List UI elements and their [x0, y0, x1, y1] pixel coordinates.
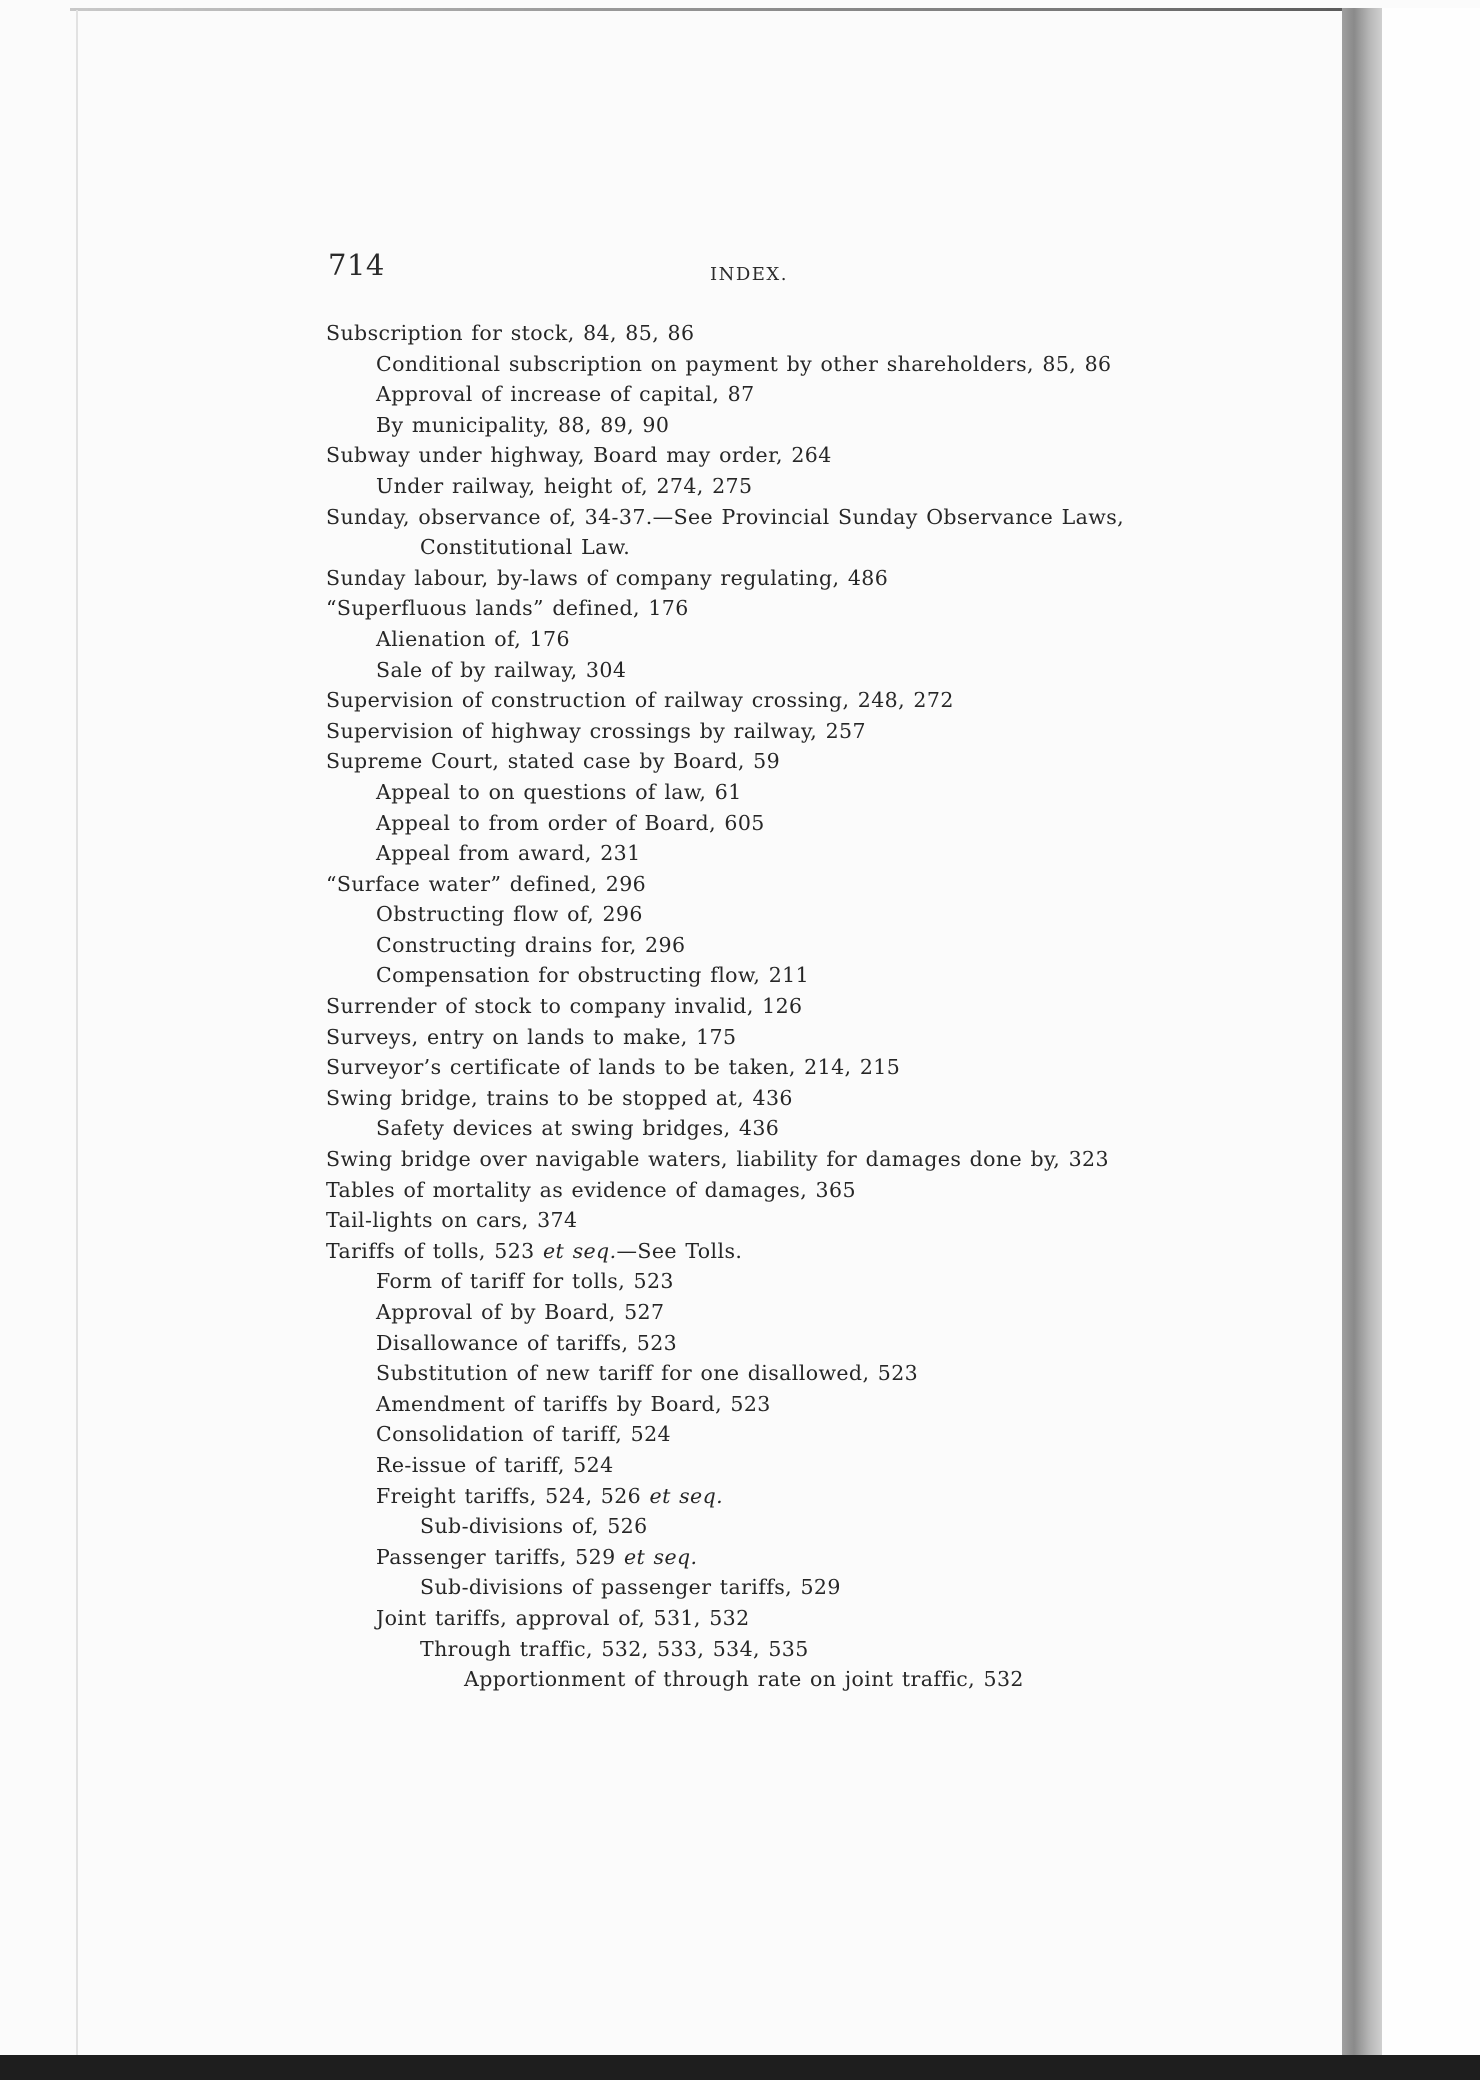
- index-entry: Disallowance of tariffs, 523: [376, 1330, 678, 1355]
- index-entry: Sale of by railway, 304: [376, 657, 627, 682]
- index-entry: Form of tariff for tolls, 523: [376, 1269, 674, 1294]
- index-entry: Under railway, height of, 274, 275: [376, 473, 753, 498]
- index-entry: Supreme Court, stated case by Board, 59: [326, 749, 781, 774]
- index-entry: Freight tariffs, 524, 526 et seq.: [376, 1483, 724, 1508]
- index-entry: Sunday labour, by-laws of company regulating, 486: [326, 565, 889, 590]
- index-entry: Alienation of, 176: [376, 626, 570, 651]
- scan-bottom-border: [0, 2055, 1480, 2080]
- index-entry: Surveyor’s certificate of lands to be taken, 214, 215: [326, 1055, 901, 1080]
- index-entry: Substitution of new tariff for one disallowed, 523: [376, 1361, 919, 1386]
- index-entry: Surrender of stock to company invalid, 126: [326, 994, 803, 1019]
- index-entry: Constructing drains for, 296: [376, 932, 686, 957]
- index-entry: Supervision of construction of railway crossing, 248, 272: [326, 688, 954, 713]
- page-header: [328, 248, 1208, 288]
- index-entry: Re-issue of tariff, 524: [376, 1452, 614, 1477]
- index-entry: By municipality, 88, 89, 90: [376, 412, 670, 437]
- index-entry: Apportionment of through rate on joint traffic, 532: [464, 1667, 1024, 1692]
- running-head: INDEX.: [710, 264, 788, 285]
- index-entry: Compensation for obstructing flow, 211: [376, 963, 810, 988]
- facing-page-edge: [1382, 8, 1480, 2068]
- index-entry: Sub-divisions of passenger tariffs, 529: [420, 1575, 841, 1600]
- index-entry: Consolidation of tariff, 524: [376, 1422, 671, 1447]
- index-entry: Tables of mortality as evidence of damages, 365: [326, 1177, 856, 1202]
- index-entry: Joint tariffs, approval of, 531, 532: [376, 1605, 750, 1630]
- index-entry: Subscription for stock, 84, 85, 86: [326, 321, 695, 345]
- index-entry: Appeal to from order of Board, 605: [376, 810, 765, 835]
- index-entry: Passenger tariffs, 529 et seq.: [376, 1544, 698, 1569]
- index-entry: “Superfluous lands” defined, 176: [326, 596, 689, 621]
- index-entry: Sunday, observance of, 34-37.—See Provincial Sunday Observance Laws,: [326, 504, 1125, 529]
- book-gutter-shadow: [1342, 8, 1382, 2063]
- index-entry: Swing bridge over navigable waters, liability for damages done by, 323: [326, 1147, 1109, 1172]
- index-entry: Approval of by Board, 527: [376, 1300, 665, 1324]
- index-entry: Amendment of tariffs by Board, 523: [376, 1391, 771, 1416]
- index-entry: Obstructing flow of, 296: [376, 902, 643, 927]
- index-entry: Tariffs of tolls, 523 et seq.—See Tolls.: [326, 1238, 743, 1263]
- page-top-edge: [70, 8, 1350, 11]
- index-entry: Appeal from award, 231: [376, 841, 641, 866]
- index-entry: Tail-lights on cars, 374: [326, 1208, 578, 1233]
- index-entry: Approval of increase of capital, 87: [376, 382, 755, 407]
- index-entry-continuation: Constitutional Law.: [420, 535, 631, 560]
- index-entry: “Surface water” defined, 296: [326, 871, 647, 896]
- index-entry: Conditional subscription on payment by other shareholders, 85, 86: [376, 351, 1112, 376]
- index-entry: Supervision of highway crossings by railway, 257: [326, 718, 866, 743]
- index-entries: [326, 318, 1226, 1695]
- index-entry: Subway under highway, Board may order, 264: [326, 443, 832, 468]
- index-entry: Through traffic, 532, 533, 534, 535: [420, 1636, 809, 1661]
- index-entry: Appeal to on questions of law, 61: [376, 779, 742, 804]
- index-entry: Sub-divisions of, 526: [420, 1514, 648, 1539]
- index-entry: Surveys, entry on lands to make, 175: [326, 1024, 737, 1049]
- page-left-edge: [76, 10, 78, 2060]
- index-entry: Safety devices at swing bridges, 436: [376, 1116, 780, 1141]
- index-entry: Swing bridge, trains to be stopped at, 436: [326, 1085, 793, 1110]
- page-number: 714: [328, 248, 385, 282]
